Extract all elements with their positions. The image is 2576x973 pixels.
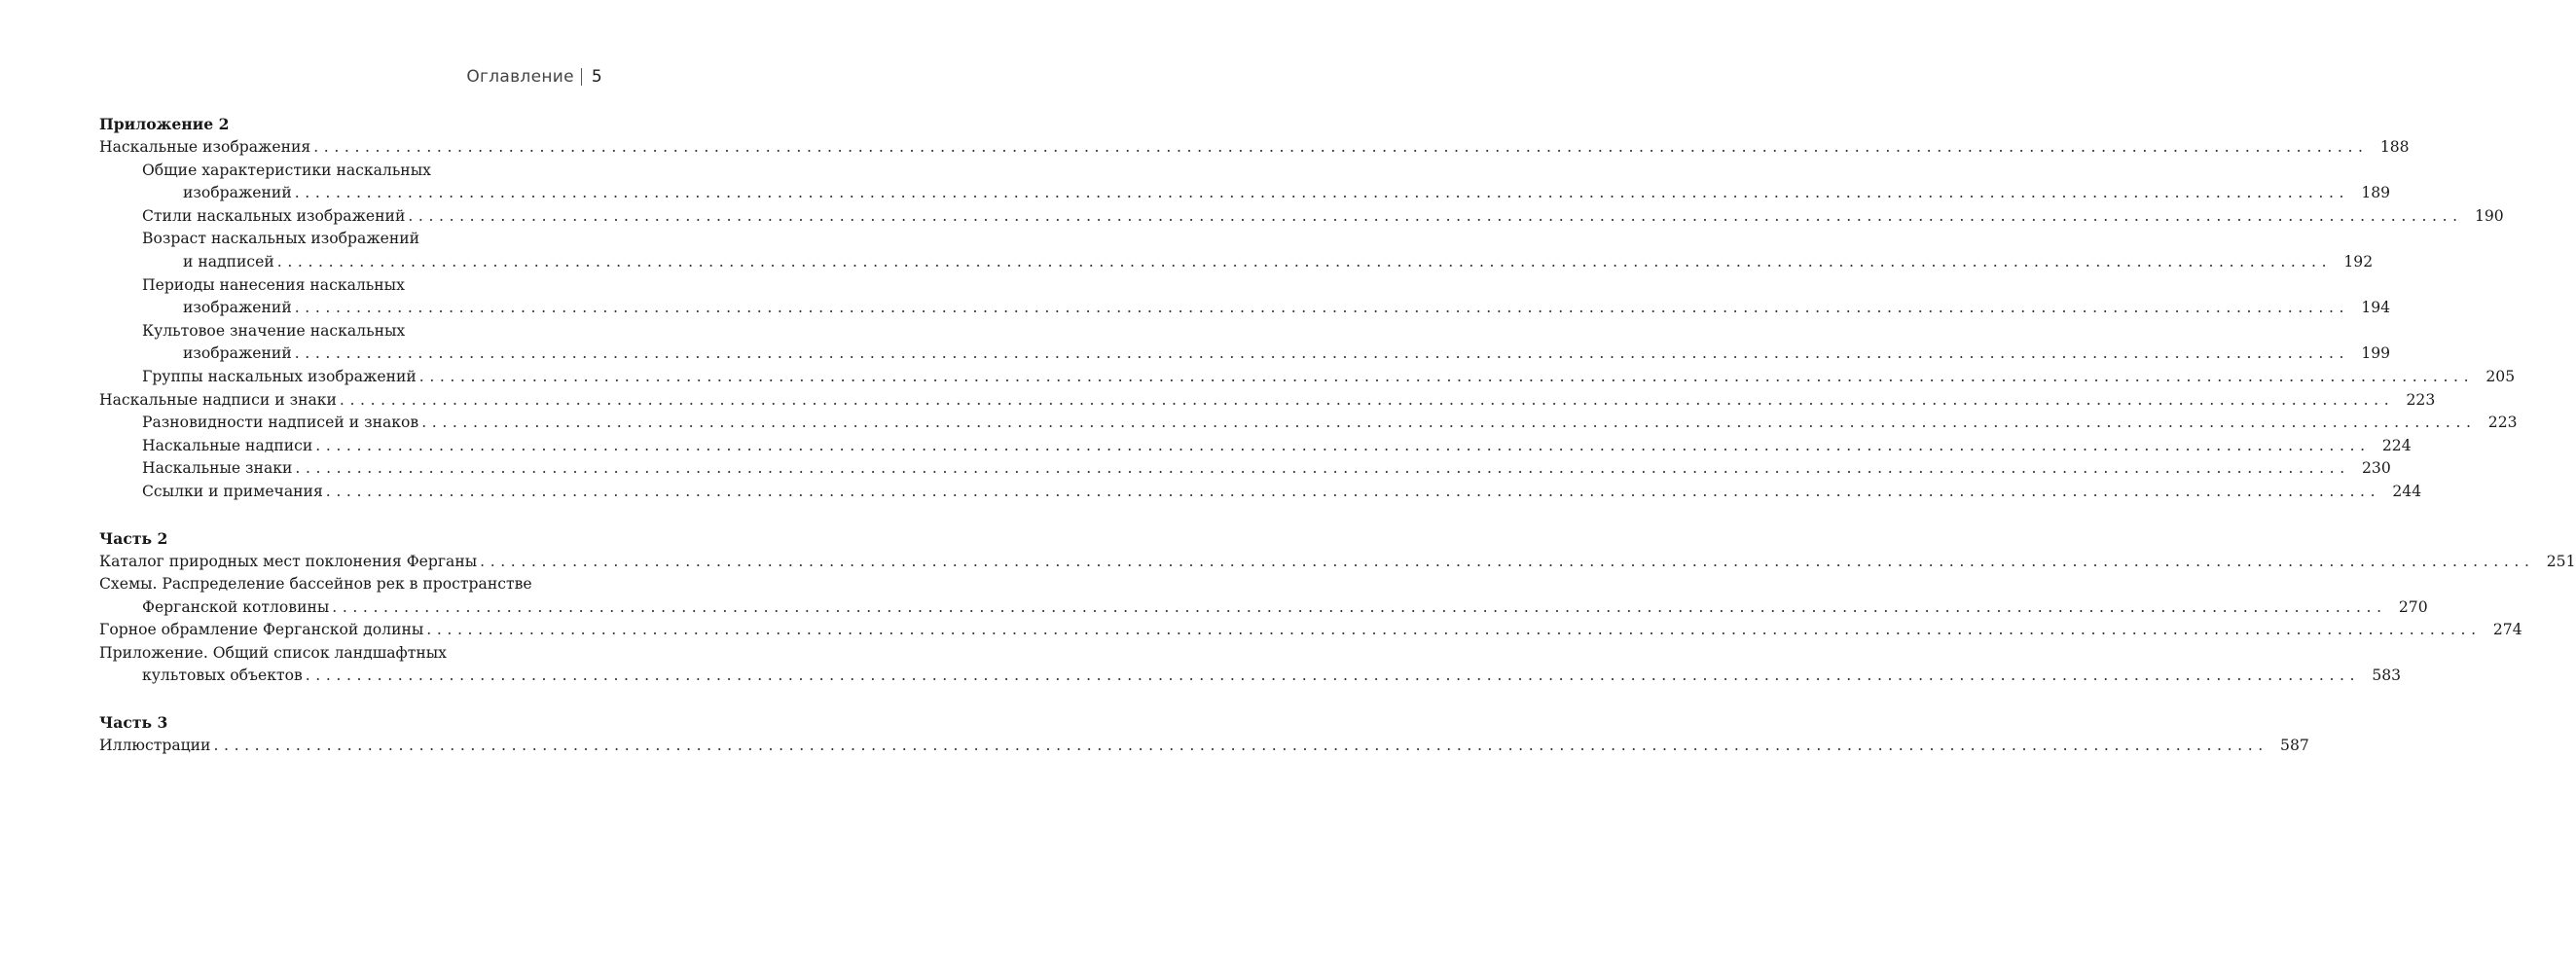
toc-entry-line <box>99 136 2410 160</box>
toc-entry[interactable] <box>99 435 2412 458</box>
toc-entry[interactable] <box>99 320 2391 366</box>
toc-entry-title-line: Возраст наскальных изображений <box>142 230 420 248</box>
toc-entry-title: и надписей <box>183 252 274 270</box>
toc-entry[interactable] <box>99 573 2428 619</box>
toc-entry-title-line: Схемы. Распределение бассейнов рек в пространстве <box>99 575 532 594</box>
toc-entry[interactable] <box>99 160 2391 205</box>
toc-entry-page: 587 <box>2280 737 2309 755</box>
toc-entry-line <box>99 596 2428 620</box>
toc-entry-page: 192 <box>2343 252 2374 270</box>
toc-entry-page: 190 <box>2474 206 2504 225</box>
dot-leader: ........................................................................................................................................................................................................ <box>305 667 2361 685</box>
toc-entry-line <box>99 735 2309 758</box>
toc-part <box>99 113 2518 504</box>
toc-entry-title-line: Периоды нанесения наскальных <box>142 275 405 294</box>
toc-entry-line <box>99 366 2516 389</box>
toc-entry[interactable] <box>99 205 2504 229</box>
toc-entry-line <box>99 412 2518 435</box>
toc-entry-title: Ссылки и примечания <box>142 482 323 500</box>
toc-entry-title: Наскальные изображения <box>99 138 311 156</box>
toc-entry[interactable] <box>99 551 2576 574</box>
toc-entry-title-line: Общие характеристики наскальных <box>142 161 431 179</box>
toc-entry-title: культовых объектов <box>142 667 303 685</box>
dot-leader: ........................................................................................................................................................................................................ <box>426 621 2482 639</box>
dot-leader: ........................................................................................................................................................................................................ <box>325 482 2381 500</box>
dot-leader: ........................................................................................................................................................................................................ <box>295 459 2350 478</box>
dot-leader: ........................................................................................................................................................................................................ <box>418 367 2475 385</box>
toc-entry[interactable] <box>99 228 2374 273</box>
toc-entry-title: Наскальные знаки <box>142 459 293 478</box>
toc-part <box>99 527 2576 689</box>
toc-entry-title: Ферганской котловины <box>142 597 330 616</box>
dot-leader: ........................................................................................................................................................................................................ <box>332 597 2387 616</box>
toc-entry-title: изображений <box>183 344 292 363</box>
toc-entry-line <box>99 182 2391 205</box>
dot-leader: ........................................................................................................................................................................................................ <box>294 184 2350 202</box>
toc-entry-line <box>99 251 2374 274</box>
toc-entry-line <box>99 435 2412 458</box>
toc-entry-line <box>99 619 2522 642</box>
dot-leader: ........................................................................................................................................................................................................ <box>294 344 2350 363</box>
toc-entry-title: Стили наскальных изображений <box>142 206 406 225</box>
toc-entry-page: 199 <box>2361 344 2391 363</box>
dot-leader: ........................................................................................................................................................................................................ <box>339 390 2395 409</box>
toc-entry-page: 270 <box>2398 597 2428 616</box>
toc-entry[interactable] <box>99 412 2518 435</box>
toc-entry-page: 251 <box>2546 552 2576 570</box>
toc-entry-line <box>99 665 2402 688</box>
toc-entry-title: Наскальные надписи <box>142 436 313 454</box>
running-head <box>466 64 602 90</box>
toc-entry-title: Горное обрамление Ферганской долины <box>99 621 424 639</box>
toc-entry[interactable] <box>99 274 2391 320</box>
toc-entry-page: 194 <box>2361 299 2391 317</box>
toc-entry-page: 244 <box>2392 482 2422 500</box>
page-number: 5 <box>591 67 602 87</box>
toc-entry[interactable] <box>99 389 2436 413</box>
toc-entry-page: 224 <box>2381 436 2412 454</box>
dot-leader: ........................................................................................................................................................................................................ <box>276 252 2333 270</box>
toc-entry-page: 189 <box>2361 184 2391 202</box>
toc-entry-page: 188 <box>2379 138 2410 156</box>
toc-entry-title: изображений <box>183 299 292 317</box>
toc-entry-title: Иллюстрации <box>99 737 211 755</box>
toc-entry-line <box>99 457 2391 481</box>
toc-entry-page: 205 <box>2485 367 2516 385</box>
toc-entry-page: 230 <box>2362 459 2391 478</box>
dot-leader: ........................................................................................................................................................................................................ <box>480 552 2535 570</box>
toc-entry[interactable] <box>99 735 2309 758</box>
toc-entry-page: 223 <box>2487 414 2518 432</box>
toc-entry[interactable] <box>99 481 2422 504</box>
toc-part <box>99 711 2309 758</box>
toc-entry-title: Группы наскальных изображений <box>142 367 417 385</box>
toc-entry[interactable] <box>99 366 2516 389</box>
dot-leader: ........................................................................................................................................................................................................ <box>421 414 2477 432</box>
toc-entry[interactable] <box>99 642 2402 688</box>
toc-entry-title: Каталог природных мест поклонения Ферганы <box>99 552 478 570</box>
toc-entry-line <box>99 389 2436 413</box>
toc-entry-page: 223 <box>2406 390 2436 409</box>
dot-leader: ........................................................................................................................................................................................................ <box>294 299 2350 317</box>
dot-leader: ........................................................................................................................................................................................................ <box>213 737 2268 755</box>
toc-entry-line <box>99 297 2391 320</box>
part-title: Часть 2 <box>99 528 168 548</box>
toc-entry-page: 274 <box>2492 621 2522 639</box>
toc-entry-line <box>99 551 2576 574</box>
toc-entry-title-line: Культовое значение наскальных <box>142 321 406 340</box>
toc-entry-line <box>99 481 2422 504</box>
toc-entry-line <box>99 342 2391 366</box>
part-title: Часть 3 <box>99 713 168 733</box>
toc-entry-title-line: Приложение. Общий список ландшафтных <box>99 643 447 662</box>
toc-entry[interactable] <box>99 619 2522 642</box>
toc-entry-title: изображений <box>183 184 292 202</box>
dot-leader: ........................................................................................................................................................................................................ <box>315 436 2371 454</box>
toc-entry[interactable] <box>99 136 2410 160</box>
running-head-divider <box>581 68 582 86</box>
toc-entry-title: Наскальные надписи и знаки <box>99 390 337 409</box>
dot-leader: ........................................................................................................................................................................................................ <box>408 206 2463 225</box>
toc-entry-page: 583 <box>2372 667 2402 685</box>
toc-entry[interactable] <box>99 457 2391 481</box>
part-title: Приложение 2 <box>99 115 230 133</box>
table-of-contents <box>99 113 2576 758</box>
toc-entry-title: Разновидности надписей и знаков <box>142 414 419 432</box>
dot-leader: ........................................................................................................................................................................................................ <box>313 138 2369 156</box>
running-head-section: Оглавление <box>466 67 574 87</box>
toc-entry-line <box>99 205 2504 229</box>
